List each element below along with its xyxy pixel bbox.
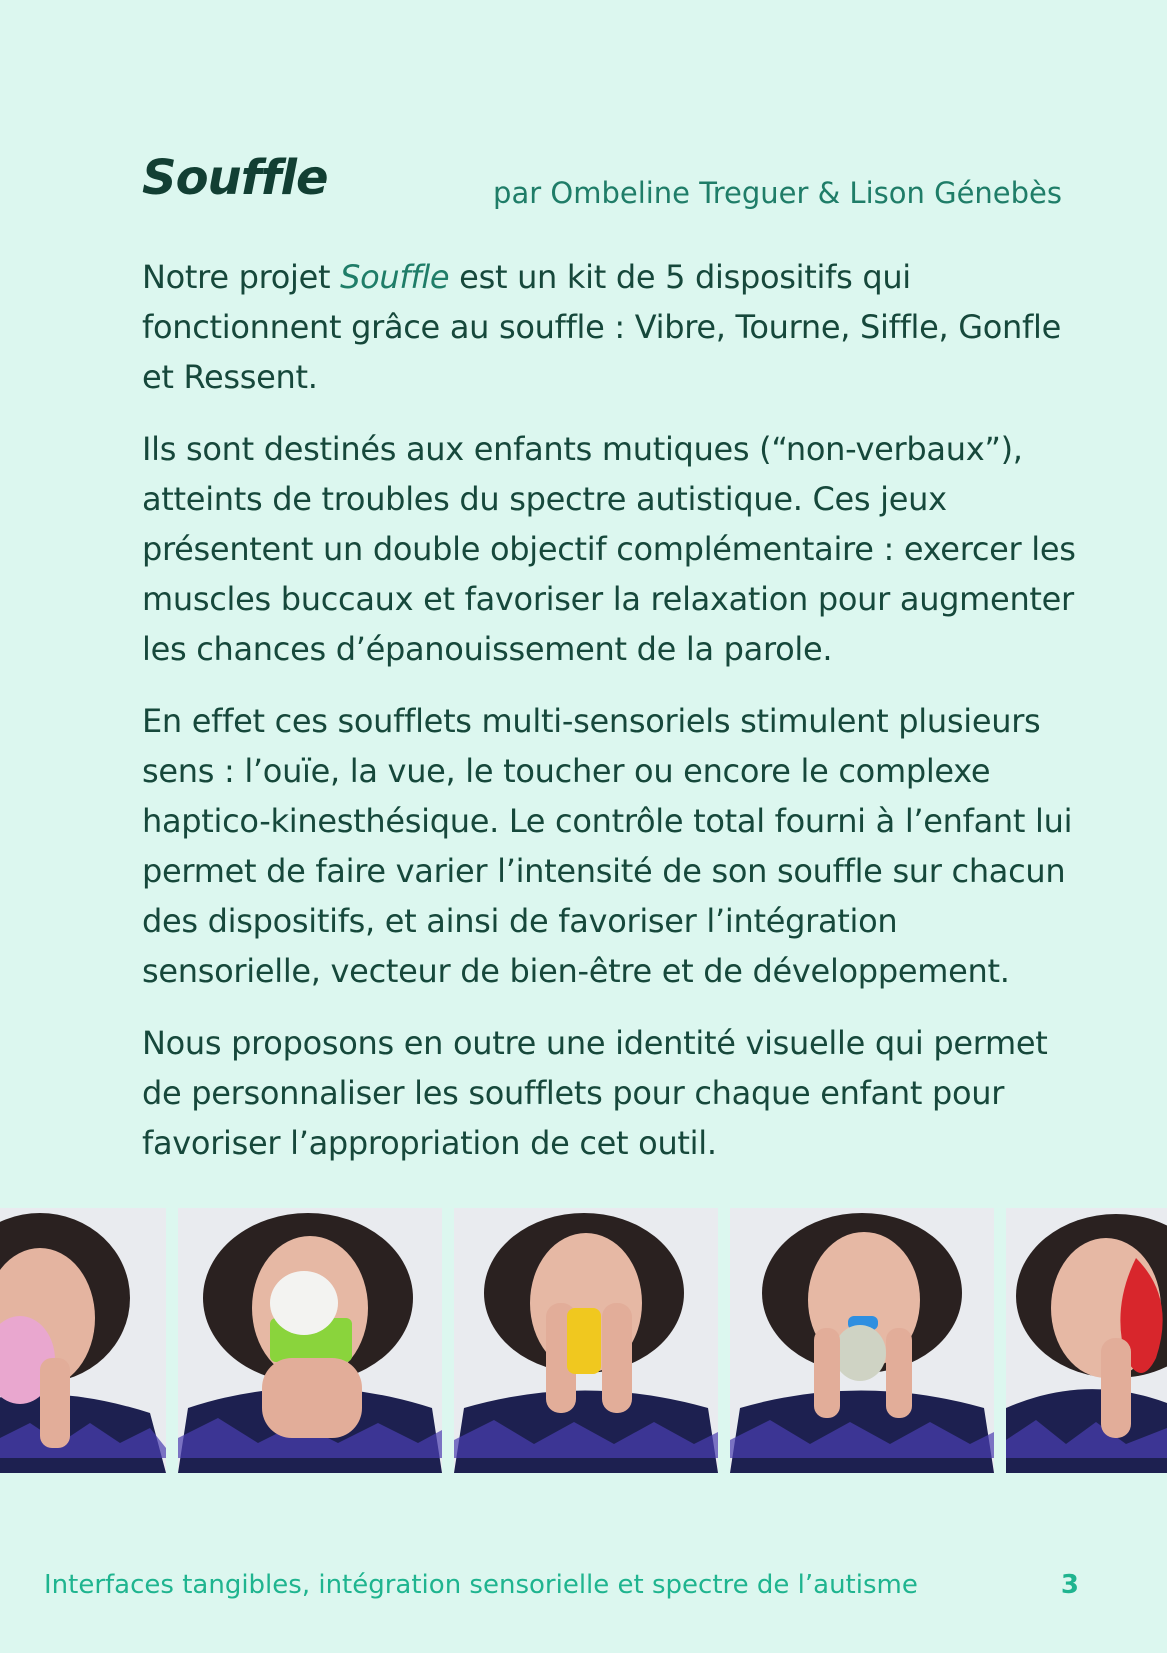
authors-byline: par Ombeline Treguer & Lison Génebès <box>493 176 1062 210</box>
person-blowing-device-image <box>730 1208 994 1473</box>
page-footer <box>44 1570 1079 1606</box>
photo-strip <box>0 1208 1167 1473</box>
paragraph-3: En effet ces soufflets multi-sensoriels stimulent plusieurs sens : l’ouïe, la vue, le toucher ou encore le complexe haptico-kinesthésique. Le contrôle total fourni à l’enfant lui permet de faire varier l’intensité de son souffle sur chacun des dispositifs, et ainsi de favoriser l’intégration sensorielle, vecteur de bien-être et de développement. <box>142 702 1073 990</box>
photo-ressent <box>1006 1208 1167 1473</box>
person-blowing-device-image <box>0 1208 166 1473</box>
paragraph-1 <box>142 252 1082 402</box>
body-text <box>142 252 1082 1190</box>
footer-running-title: Interfaces tangibles, intégration sensorielle et spectre de l’autisme <box>44 1570 918 1600</box>
person-blowing-device-image <box>178 1208 442 1473</box>
page-number: 3 <box>1060 1570 1079 1600</box>
project-name-emphasis: Souffle <box>340 258 450 296</box>
photo-gonfle <box>730 1208 994 1473</box>
paragraph-1-start: Notre projet <box>142 258 341 296</box>
device <box>567 1308 601 1374</box>
page-title: Souffle <box>142 150 328 206</box>
paragraph-4: Nous proposons en outre une identité visuelle qui permet de personnaliser les soufflets pour chaque enfant pour favoriser l’appropriation de cet outil. <box>142 1024 1048 1162</box>
photo-vibre <box>0 1208 166 1473</box>
person-blowing-device-image <box>1006 1208 1167 1473</box>
person-blowing-device-image <box>454 1208 718 1473</box>
photo-tourne <box>178 1208 442 1473</box>
paragraph-1-end: est un kit de 5 dispositifs qui fonctionnent grâce au souffle : Vibre, Tourne, Siffle, Gonfle et Ressent. <box>142 258 1061 396</box>
page-header <box>142 150 1062 230</box>
device <box>834 1325 886 1381</box>
paragraph-2: Ils sont destinés aux enfants mutiques (“non-verbaux”), atteints de troubles du spectre autistique. Ces jeux présentent un double objectif complémentaire : exercer les muscles buccaux et favoriser la relaxation pour augmenter les chances d’épanouissement de la parole. <box>142 430 1076 668</box>
photo-siffle <box>454 1208 718 1473</box>
